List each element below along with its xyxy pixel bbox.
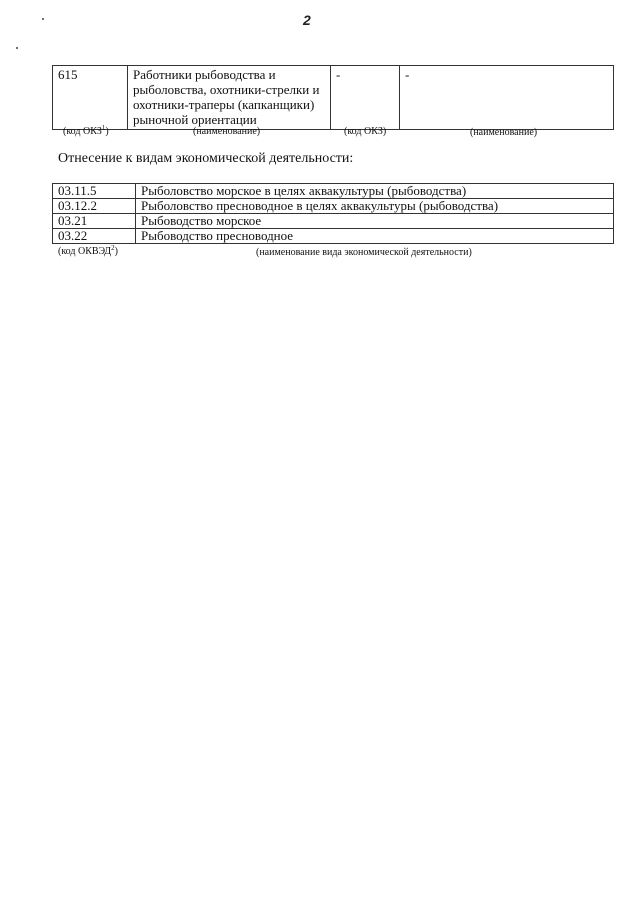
okz-name2-cell: - — [400, 66, 614, 130]
okved-name-cell: Рыболовство морское в целях аквакультуры (рыбоводства) — [136, 184, 614, 199]
table-row — [53, 66, 614, 130]
table-row — [53, 229, 614, 244]
okved-code-cell: 03.21 — [53, 214, 136, 229]
scan-speck — [42, 18, 44, 20]
okved-name-cell: Рыболовство пресноводное в целях аквакультуры (рыбоводства) — [136, 199, 614, 214]
okved-code-caption: (код ОКВЭД$^2$) — [58, 244, 118, 257]
page-number: 2 — [303, 12, 311, 28]
okved-code-cell: 03.11.5 — [53, 184, 136, 199]
table-row — [53, 184, 614, 199]
table-row — [53, 214, 614, 229]
scan-speck — [16, 47, 18, 49]
okz-code2-cell: - — [331, 66, 400, 130]
okz-code-caption: (код ОКЗ$^1$) — [63, 124, 109, 137]
okz-code-cell: 615 — [53, 66, 128, 130]
okved-name-cell: Рыбоводство пресноводное — [136, 229, 614, 244]
okved-name-caption: (наименование вида экономической деятельности) — [256, 247, 472, 258]
okz-table — [52, 65, 614, 130]
okz-name-cell: Работники рыбоводства и рыболовства, охотники-стрелки и охотники-траперы (капканщики) рыночной ориентации — [128, 66, 331, 130]
okz-code2-caption: (код ОКЗ) — [344, 126, 387, 137]
okz-name2-caption: (наименование) — [470, 127, 538, 138]
okz-name-caption: (наименование) — [193, 126, 261, 137]
table-row — [53, 199, 614, 214]
okved-table — [52, 183, 614, 244]
section-heading: Отнесение к видам экономической деятельности: — [58, 151, 354, 166]
okved-name-cell: Рыбоводство морское — [136, 214, 614, 229]
okved-code-cell: 03.12.2 — [53, 199, 136, 214]
okved-code-cell: 03.22 — [53, 229, 136, 244]
